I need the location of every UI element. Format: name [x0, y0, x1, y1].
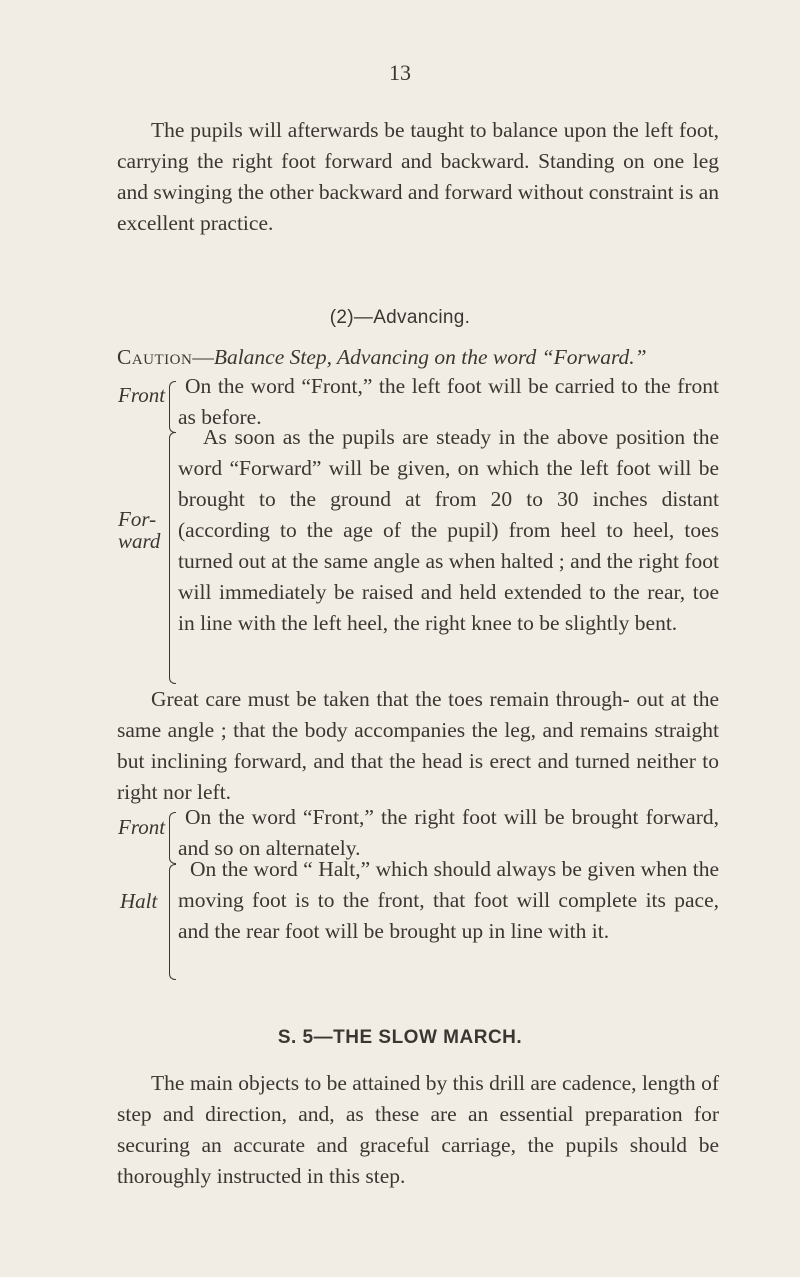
- command-front-right-foot: On the word “Front,” the right foot will be brought forward, and so on alternately.: [178, 805, 719, 860]
- care-paragraph: Great care must be taken that the toes remain through- out at the same angle ; that the body accompanies the leg, and remains straight but inclining forward, and that the head is erect and turned neither to right nor left.: [117, 687, 719, 804]
- section-heading-advancing: (2)—Advancing.: [329, 307, 471, 328]
- margin-label-front-2: Front: [118, 815, 166, 839]
- brace-halt: [169, 864, 176, 980]
- brace-front: [169, 381, 176, 433]
- caution-line: [117, 342, 757, 373]
- slow-march-paragraph: The main objects to be attained by this drill are cadence, length of step and direction, and, as these are an essential preparation for securing an accurate and graceful carriage, the pupils should be thoroughly instructed in this step.: [117, 1071, 719, 1188]
- command-front-left-foot: On the word “Front,” the left foot will be carried to the front as before.: [178, 374, 719, 429]
- caution-dash: —: [192, 345, 214, 369]
- command-forward: As soon as the pupils are steady in the above position the word “Forward” will be given, on which the left foot will be brought to the ground at from 20 to 30 inches distant (according to the age of the pupil) from heel to heel, toes turned out at the same angle as when halted ; and the right foot will immediately be raised and held extended to the rear, toe in line with the left heel, the right knee to be slightly bent.: [178, 425, 719, 635]
- caution-label: Caution: [117, 345, 193, 369]
- caution-text: Balance Step, Advancing on the word “Forward.”: [213, 345, 647, 369]
- section-heading-slow-march: S. 5—THE SLOW MARCH.: [277, 1027, 523, 1048]
- brace-front-2: [169, 812, 176, 864]
- margin-label-front: Front: [118, 383, 166, 407]
- page-number: 13: [389, 60, 411, 85]
- margin-label-forward: For- ward: [118, 507, 161, 553]
- command-halt: On the word “ Halt,” which should always be given when the moving foot is to the front, that foot will complete its pace, and the rear foot will be brought up in line with it.: [178, 857, 719, 943]
- brace-forward: [169, 432, 176, 684]
- intro-paragraph: The pupils will afterwards be taught to balance upon the left foot, carrying the right foot forward and backward. Standing on one leg and swinging the other backward and forward without constraint is an excellent practice.: [117, 118, 719, 235]
- margin-label-halt: Halt: [120, 889, 158, 913]
